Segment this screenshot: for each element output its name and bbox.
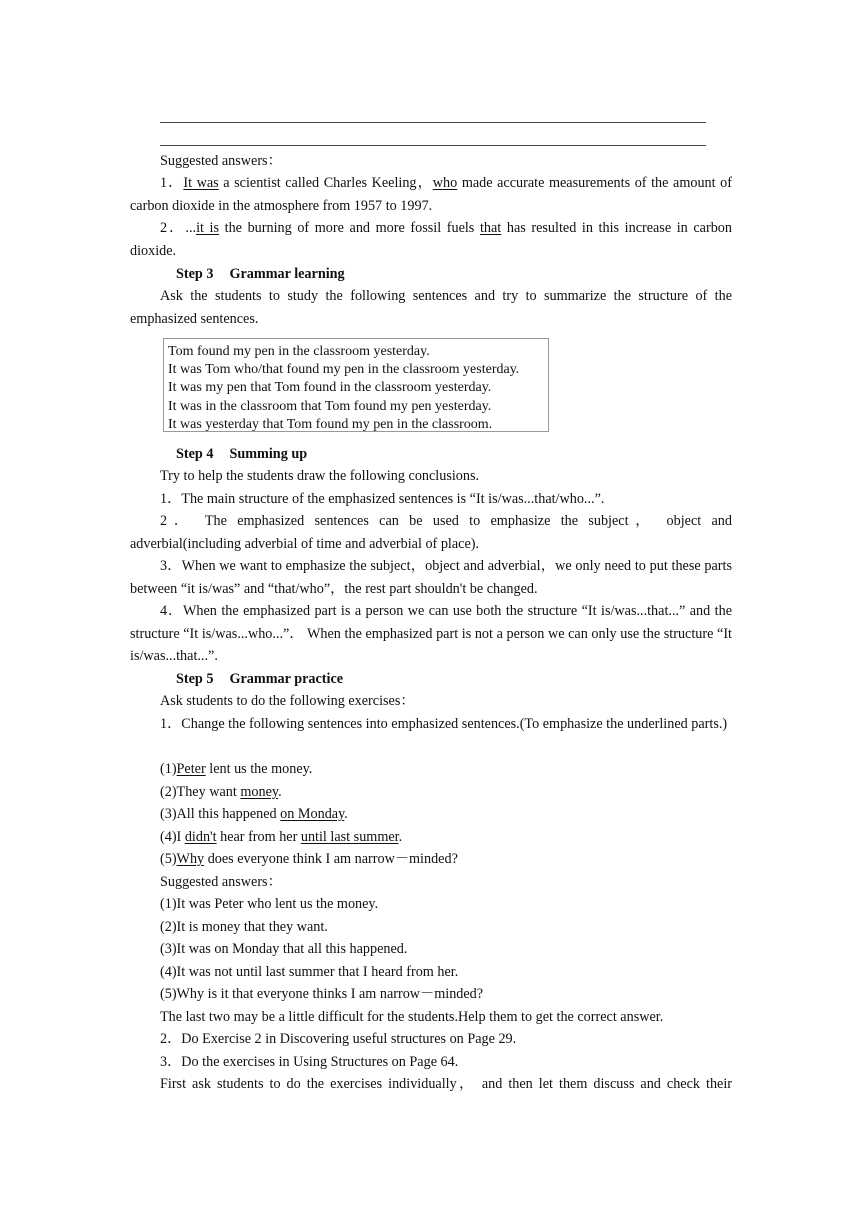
- example-sentences-box: [163, 338, 549, 432]
- exercise-4: (4)I didn't hear from her until last summer.: [160, 829, 403, 845]
- conclusion-4: 4．When the emphasized part is a person we can use both the structure “It is/was...that...” and the structure “It is/was...who...”． When the emphasized part is not a person we can only use the structure “It is/was...that...”.: [130, 603, 732, 665]
- task-2: 2．Do Exercise 2 in Discovering useful structures on Page 29.: [160, 1031, 517, 1047]
- suggested-answers-heading: Suggested answers：: [160, 153, 282, 169]
- example-sentence: It was my pen that Tom found in the classroom yesterday.: [168, 380, 492, 396]
- suggested-answer-1: 1．It was a scientist called Charles Keeling，who made accurate measurements of the amount of carbon dioxide in the atmosphere from 1957 to 1997.: [130, 175, 732, 214]
- answer-line-2: [160, 145, 706, 146]
- conclusion-1: 1．The main structure of the emphasized sentences is “It is/was...that/who...”.: [160, 491, 605, 507]
- step3-intro: Ask the students to study the following sentences and try to summarize the structure of the emphasized sentences.: [130, 288, 732, 327]
- answer-line-1: [160, 122, 706, 123]
- conclusion-3: 3．When we want to emphasize the subject，object and adverbial，we only need to put these parts between “it is/was” and “that/who”，the rest part shouldn't be changed.: [130, 558, 732, 597]
- example-sentence: It was in the classroom that Tom found my pen yesterday.: [168, 398, 492, 414]
- conclusion-2: 2． The emphasized sentences can be used to emphasize the subject， object and adverbial(including adverbial of time and adverbial of place).: [130, 513, 732, 552]
- step4-heading: Step 4 Summing up: [176, 446, 308, 462]
- step3-heading: Step 3 Grammar learning: [176, 266, 345, 282]
- answer-item: (2)It is money that they want.: [160, 919, 328, 935]
- example-sentence: It was yesterday that Tom found my pen in the classroom.: [168, 416, 493, 432]
- exercise-3: (3)All this happened on Monday.: [160, 806, 348, 822]
- exercise-5: (5)Why does everyone think I am narrow－minded?: [160, 851, 458, 867]
- exercise-1: (1)Peter lent us the money.: [160, 761, 313, 777]
- answers-heading: Suggested answers：: [160, 874, 282, 890]
- final-instruction: First ask students to do the exercises individually， and then let them discuss and check their: [160, 1076, 732, 1092]
- example-sentence: Tom found my pen in the classroom yesterday.: [168, 344, 430, 359]
- answer-item: (5)Why is it that everyone thinks I am narrow－minded?: [160, 986, 484, 1002]
- suggested-answer-2: 2．...it is the burning of more and more fossil fuels that has resulted in this increase in carbon dioxide.: [130, 220, 732, 259]
- task-3: 3．Do the exercises in Using Structures on Page 64.: [160, 1054, 459, 1070]
- exercise-2: (2)They want money.: [160, 784, 282, 800]
- answer-item: (1)It was Peter who lent us the money.: [160, 896, 379, 912]
- example-sentence: It was Tom who/that found my pen in the classroom yesterday.: [168, 362, 520, 378]
- task-1: 1．Change the following sentences into emphasized sentences.(To emphasize the underlined parts.): [160, 716, 728, 732]
- answer-item: (4)It was not until last summer that I heard from her.: [160, 964, 459, 980]
- step5-intro: Ask students to do the following exercises：: [160, 693, 415, 709]
- step4-intro: Try to help the students draw the following conclusions.: [160, 468, 480, 484]
- step5-heading: Step 5 Grammar practice: [176, 671, 344, 687]
- answer-item: (3)It was on Monday that all this happened.: [160, 941, 408, 957]
- teacher-note: The last two may be a little difficult for the students.Help them to get the correct answer.: [160, 1009, 664, 1025]
